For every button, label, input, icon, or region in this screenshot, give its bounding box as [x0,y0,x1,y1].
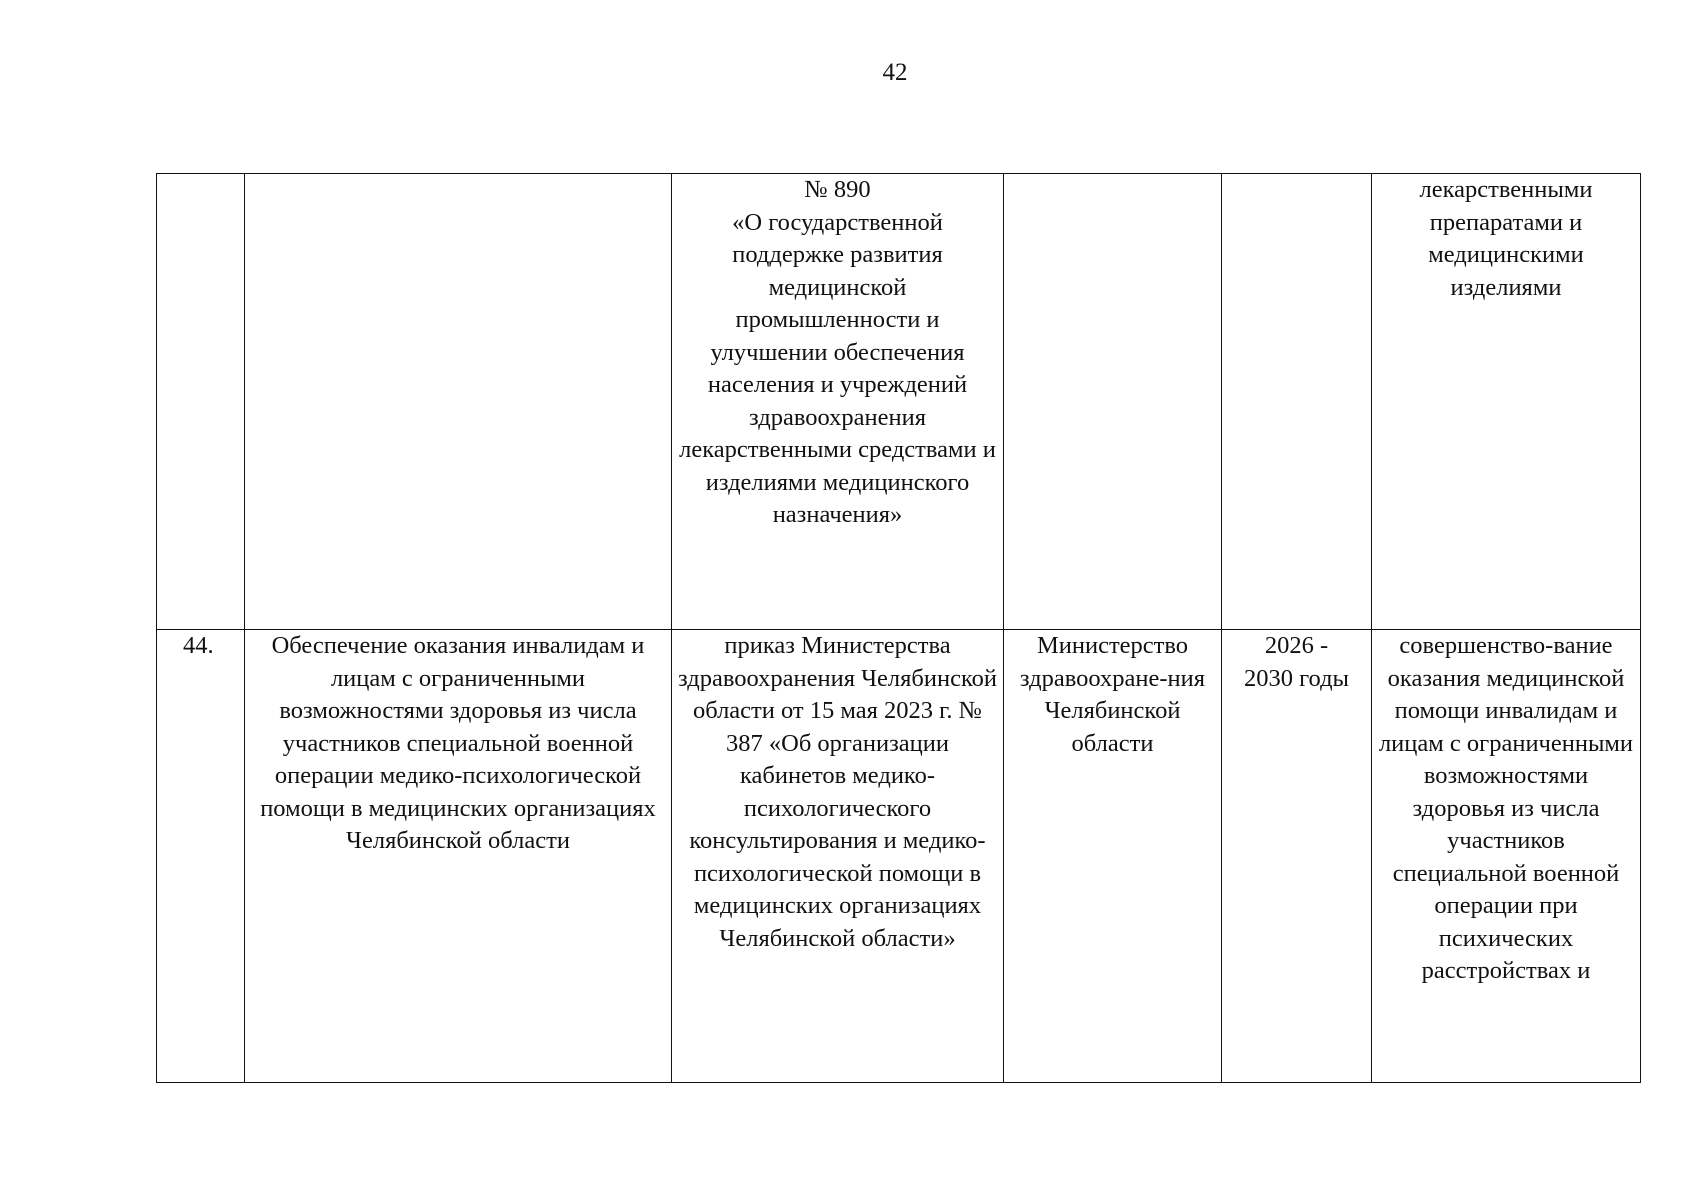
period-cell [1222,174,1372,630]
legal-basis-cell: приказ Министерства здравоохранения Челябинской области от 15 мая 2023 г. № 387 «Об организации кабинетов медико-психологического консультирования и медико-психологической помощи в медицинских организациях Челябинской области» [672,630,1004,1083]
executor-cell [1004,174,1222,630]
row-number: 44. [157,630,245,1083]
table-row [157,630,1641,1083]
executor-cell: Министерство здравоохране-ния Челябинской области [1004,630,1222,1083]
measures-table [156,173,1641,1083]
table-row [157,174,1641,630]
page-number: 42 [882,59,908,86]
event-cell: Обеспечение оказания инвалидам и лицам с ограниченными возможностями здоровья из числа участников специальной военной операции медико-психологической помощи в медицинских организациях Челябинской области [245,630,672,1083]
result-cell: совершенство-вание оказания медицинской помощи инвалидам и лицам с ограниченными возможностями здоровья из числа участников специальной военной операции при психических расстройствах и [1372,630,1641,1083]
event-cell [245,174,672,630]
row-number [157,174,245,630]
period-cell: 2026 - 2030 годы [1222,630,1372,1083]
result-cell: лекарственными препаратами и медицинскими изделиями [1372,174,1641,630]
legal-basis-cell: № 890 «О государственной поддержке развития медицинской промышленности и улучшении обеспечения населения и учреждений здравоохранения лекарственными средствами и изделиями медицинского назначения» [672,174,1004,630]
